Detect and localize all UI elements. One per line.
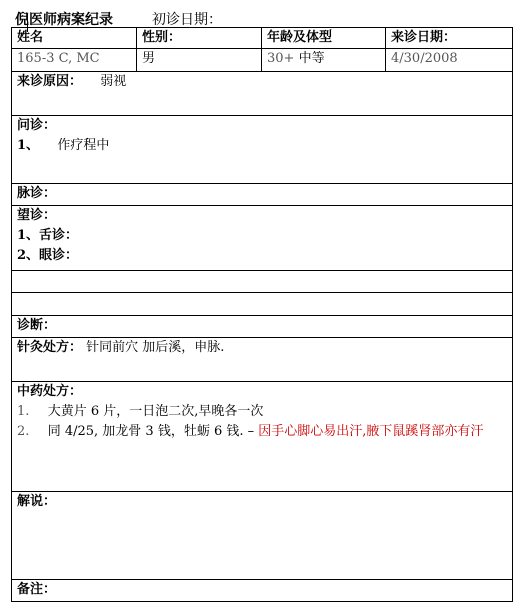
patient-value-row — [12, 49, 513, 72]
inquiry-label: 问诊： — [17, 118, 57, 133]
remarks-label: 备注： — [12, 580, 513, 602]
sex-label: 性别： — [137, 28, 262, 49]
record-header — [13, 6, 513, 28]
herbal-item — [17, 402, 507, 422]
record-table — [11, 27, 513, 602]
inspection-row — [12, 206, 513, 271]
age-value: 30+ — [267, 51, 295, 66]
first-visit-date-label: 初诊日期： — [152, 12, 222, 28]
inquiry-row — [12, 116, 513, 184]
pulse-label: 脉诊： — [12, 184, 513, 206]
name-label: 姓名 — [12, 28, 137, 49]
reason-cell — [12, 72, 513, 116]
diagnosis-row — [12, 316, 513, 338]
acupuncture-row — [12, 338, 513, 382]
name-value: 165-3 C, MC — [12, 49, 137, 72]
herbal-row — [12, 382, 513, 492]
acupuncture-label: 针灸处方： — [17, 340, 83, 355]
explanation-row — [12, 492, 513, 580]
tongue-diagnosis-label: 1、舌诊： — [17, 228, 79, 243]
reason-row — [12, 72, 513, 116]
herbal-item — [17, 422, 507, 442]
inquiry-cell — [12, 116, 513, 184]
remarks-row — [12, 580, 513, 602]
pulse-row — [12, 184, 513, 206]
inspection-label: 望诊： — [17, 208, 57, 223]
herbal-label: 中药处方： — [17, 384, 83, 399]
patient-header-row — [12, 28, 513, 49]
blank-row-2 — [12, 293, 513, 316]
reason-label: 来诊原因： — [17, 74, 83, 89]
visit-date-value: 4/30/2008 — [386, 49, 513, 72]
herbal-item-text: 大黄片 6 片，一日泡二次,早晚各一次 — [47, 404, 264, 419]
eye-diagnosis-label: 2、眼诊： — [17, 248, 79, 263]
sex-value: 男 — [137, 49, 262, 72]
acupuncture-cell — [12, 338, 513, 382]
inspection-cell — [12, 206, 513, 271]
herbal-item-text: 同 4/25, 加龙骨 3 钱，牡蛎 6 钱. – — [47, 424, 255, 439]
age-build-value — [262, 49, 386, 72]
inquiry-item-number: 1、 — [17, 138, 40, 153]
herbal-cell — [12, 382, 513, 492]
reason-value: 弱视 — [100, 74, 127, 89]
diagnosis-label: 诊断： — [12, 316, 513, 338]
inquiry-item-text: 作疗程中 — [57, 138, 110, 153]
acupuncture-value: 针同前穴 加后溪，申脉. — [86, 340, 225, 355]
inquiry-item — [17, 136, 507, 156]
visit-date-label: 来诊日期： — [386, 28, 513, 49]
blank-row-1 — [12, 271, 513, 293]
blank-cell — [12, 293, 513, 316]
herbal-item-number: 1. — [17, 404, 30, 419]
herbal-item-note: 因手心脚心易出汗,腋下鼠蹊肾部亦有汗 — [258, 424, 484, 439]
build-value: 中等 — [298, 51, 325, 66]
record-title: 倪医师病案纪录 — [15, 12, 113, 28]
blank-cell — [12, 271, 513, 293]
age-build-label: 年龄及体型 — [262, 28, 386, 49]
herbal-item-number: 2. — [17, 424, 30, 439]
explanation-label: 解说： — [12, 492, 513, 580]
